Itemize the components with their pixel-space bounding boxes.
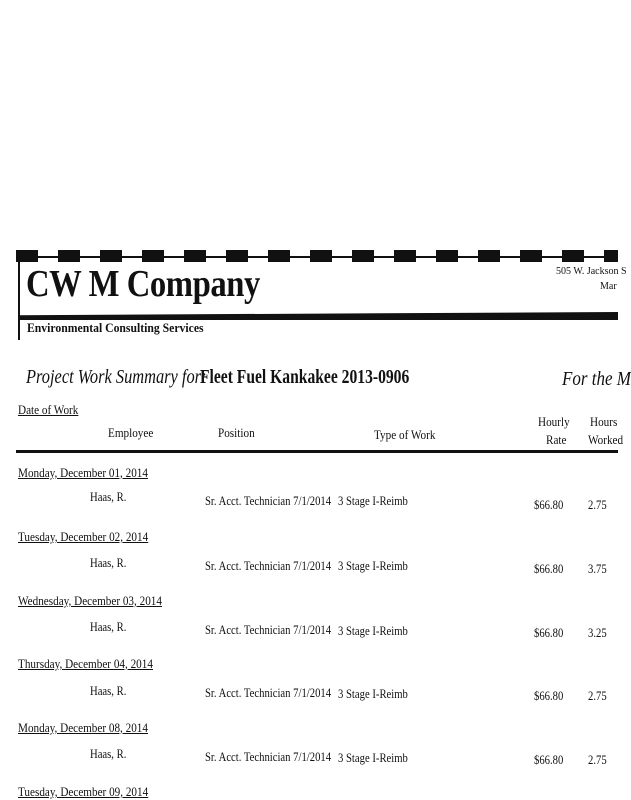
entry-rate: $66.80	[534, 688, 564, 703]
entry-position: Sr. Acct. Technician 7/1/2014	[205, 558, 332, 573]
entry-date: Monday, December 08, 2014	[18, 720, 148, 735]
company-name: CW M Company	[26, 263, 260, 305]
period-label: For the M	[562, 368, 631, 390]
entry-date: Wednesday, December 03, 2014	[18, 593, 162, 608]
entry-position: Sr. Acct. Technician 7/1/2014	[205, 685, 332, 700]
entry-employee: Haas, R.	[90, 746, 127, 761]
col-type-of-work: Type of Work	[374, 427, 436, 442]
entry-position: Sr. Acct. Technician 7/1/2014	[205, 749, 332, 764]
entry-date: Thursday, December 04, 2014	[18, 656, 153, 671]
entry-date: Monday, December 01, 2014	[18, 465, 148, 480]
entry-date: Tuesday, December 09, 2014	[18, 784, 149, 799]
entry-employee: Haas, R.	[90, 555, 127, 570]
company-address-city: Mar	[600, 281, 617, 292]
header-left-rule	[18, 262, 20, 340]
company-tagline: Environmental Consulting Services	[27, 320, 204, 335]
col-hourly-rate-1: Hourly	[538, 414, 570, 429]
col-hours-1: Hours	[590, 414, 618, 429]
col-position: Position	[218, 425, 255, 440]
entry-hours: 3.75	[588, 561, 607, 576]
entry-rate: $66.80	[534, 561, 564, 576]
entry-employee: Haas, R.	[90, 489, 127, 504]
entry-position: Sr. Acct. Technician 7/1/2014	[205, 622, 332, 637]
entry-type: 3 Stage I-Reimb	[338, 558, 408, 573]
entry-type: 3 Stage I-Reimb	[338, 686, 408, 701]
entry-rate: $66.80	[534, 625, 564, 640]
col-hourly-rate-2: Rate	[546, 432, 567, 447]
entry-type: 3 Stage I-Reimb	[338, 493, 408, 508]
entry-hours: 2.75	[588, 688, 607, 703]
entry-type: 3 Stage I-Reimb	[338, 623, 408, 638]
company-address: 505 W. Jackson S	[556, 266, 627, 277]
entry-hours: 2.75	[588, 497, 607, 512]
entry-rate: $66.80	[534, 497, 564, 512]
entry-date: Tuesday, December 02, 2014	[18, 529, 149, 544]
col-hours-2: Worked	[588, 432, 624, 447]
entry-hours: 3.25	[588, 625, 607, 640]
header-thick-bar	[18, 312, 618, 320]
col-employee: Employee	[108, 425, 154, 440]
entry-type: 3 Stage I-Reimb	[338, 750, 408, 765]
project-name: Fleet Fuel Kankakee 2013-0906	[200, 366, 410, 388]
col-date-of-work: Date of Work	[18, 402, 79, 417]
entry-rate: $66.80	[534, 752, 564, 767]
entry-position: Sr. Acct. Technician 7/1/2014	[205, 493, 332, 508]
entry-hours: 2.75	[588, 752, 607, 767]
entry-employee: Haas, R.	[90, 683, 127, 698]
header-rule	[16, 450, 618, 453]
entry-employee: Haas, R.	[90, 619, 127, 634]
summary-label: Project Work Summary for:	[26, 366, 207, 388]
